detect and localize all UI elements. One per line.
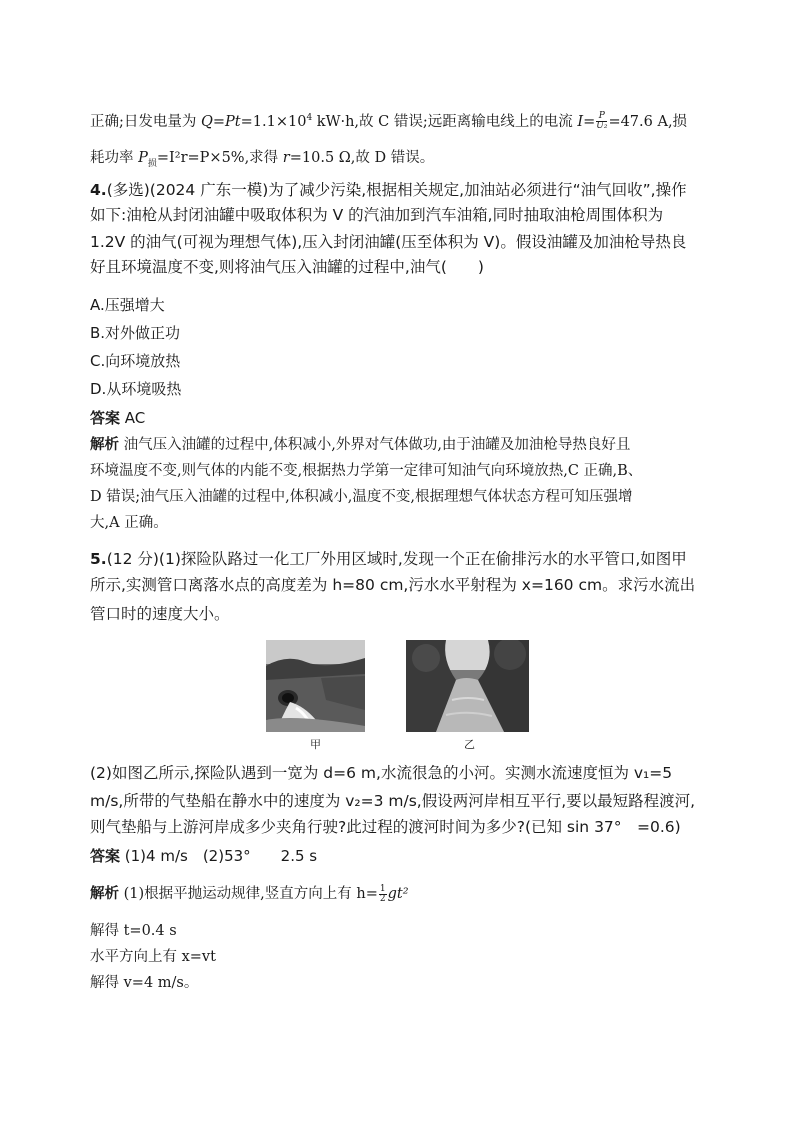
q4-stem-line-4: 好且环境温度不变,则将油气压入油罐的过程中,油气( ) [90,258,484,276]
text: (1)根据平抛运动规律,竖直方向上有 h= [119,886,378,902]
analysis-label: 解析 [90,437,119,453]
q4-analysis-line-2: 环境温度不变,则气体的内能不变,根据热力学第一定律可知油气向环境放热,C 正确,B、 [90,463,643,479]
q5-answer [90,846,317,866]
prev-solution-line-2 [90,148,434,174]
river-photo [406,640,529,732]
caption-jia: 甲 [310,738,321,751]
text: (12 分)(1)探险队路过一化工厂外用区域时,发现一个正在偷排污水的水平管口,如图甲 [106,550,687,568]
subscript: 损 [147,158,157,169]
question-number: 4. [90,181,107,199]
text: =I²r=P×5%,求得 [156,150,283,166]
q5-analysis-line-1 [90,884,409,904]
text: kW·h,故 C 错误;远距离输电线上的电流 [312,113,578,130]
formula: I= [577,113,596,130]
denominator: U₂ [596,121,608,132]
q4-analysis-line-3: D 错误;油气压入油罐的过程中,体积减小,温度不变,根据理想气体状态方程可知压强增 [90,489,633,505]
formula: r [282,150,290,166]
answer-label: 答案 [90,409,121,427]
answer-value: AC [120,409,146,427]
q4-stem-line-3: 1.2V 的油气(可视为理想气体),压入封闭油罐(压至体积为 V)。假设油罐及加油枪导热良 [90,233,687,251]
q5-part2-line-2: m/s,所带的气垫船在静水中的速度为 v₂=3 m/s,假设两河岸相互平行,要以最短路程渡河, [90,792,696,810]
exponent: 4 [306,113,313,123]
fraction [596,112,607,131]
answer-value: (1)4 m/s (2)53° 2.5 s [120,847,318,865]
formula: Q=Pt [201,113,241,130]
text: (多选)(2024 广东一模)为了减少污染,根据相关规定,加油站必须进行“油气回收”,操作 [106,181,687,199]
analysis-label: 解析 [90,886,119,902]
q4-answer [90,408,145,428]
text: =1.1×10 [240,113,307,130]
q5-part2-line-3: 则气垫船与上游河岸成多少夹角行驶?此过程的渡河时间为多少?(已知 sin 37° =0.6) [90,818,681,836]
q4-option-b: B.对外做正功 [90,324,181,342]
prev-solution-line-1 [90,108,687,132]
text: =10.5 Ω,故 D 错误。 [289,150,435,166]
text: 耗功率 [90,150,139,166]
q5-analysis-line-3: 水平方向上有 x=vt [90,949,216,965]
q4-option-c: C.向环境放热 [90,352,181,370]
numerator: 1 [379,883,386,894]
q5-analysis-line-2: 解得 t=0.4 s [90,923,177,939]
formula: P [138,150,148,166]
q4-option-d: D.从环境吸热 [90,380,182,398]
answer-label: 答案 [90,847,121,865]
text: 正确;日发电量为 [90,113,201,130]
river-image [406,640,529,732]
fraction [379,885,387,904]
q5-part1-line-3: 管口时的速度大小。 [90,605,230,623]
caption-yi: 乙 [464,738,475,751]
formula: gt² [387,886,409,902]
q4-stem-line-2: 如下:油枪从封闭油罐中吸取体积为 V 的汽油加到汽车油箱,同时抽取油枪周围体积为 [90,206,664,224]
q5-part1-line-2: 所示,实测管口离落水点的高度差为 h=80 cm,污水水平射程为 x=160 cm。求污水流出 [90,576,696,594]
numerator: P [596,112,607,122]
q4-stem-line-1 [90,180,687,200]
q4-analysis-line-4: 大,A 正确。 [90,515,168,531]
pipe-discharge-photo [266,640,365,732]
q4-option-a: A.压强增大 [90,296,165,314]
q5-analysis-line-4: 解得 v=4 m/s。 [90,975,199,991]
q5-part1-line-1 [90,549,687,569]
pipe-discharge-image [266,640,365,732]
question-number: 5. [90,550,107,568]
q5-part2-line-1: (2)如图乙所示,探险队遇到一宽为 d=6 m,水流很急的小河。实测水流速度恒为 v₁=5 [90,764,673,782]
denominator: 2 [379,893,386,904]
text: =47.6 A,损 [608,113,688,130]
q4-analysis-line-1 [90,435,630,455]
text: 油气压入油罐的过程中,体积减小,外界对气体做功,由于油罐及加油枪导热良好且 [119,437,631,453]
